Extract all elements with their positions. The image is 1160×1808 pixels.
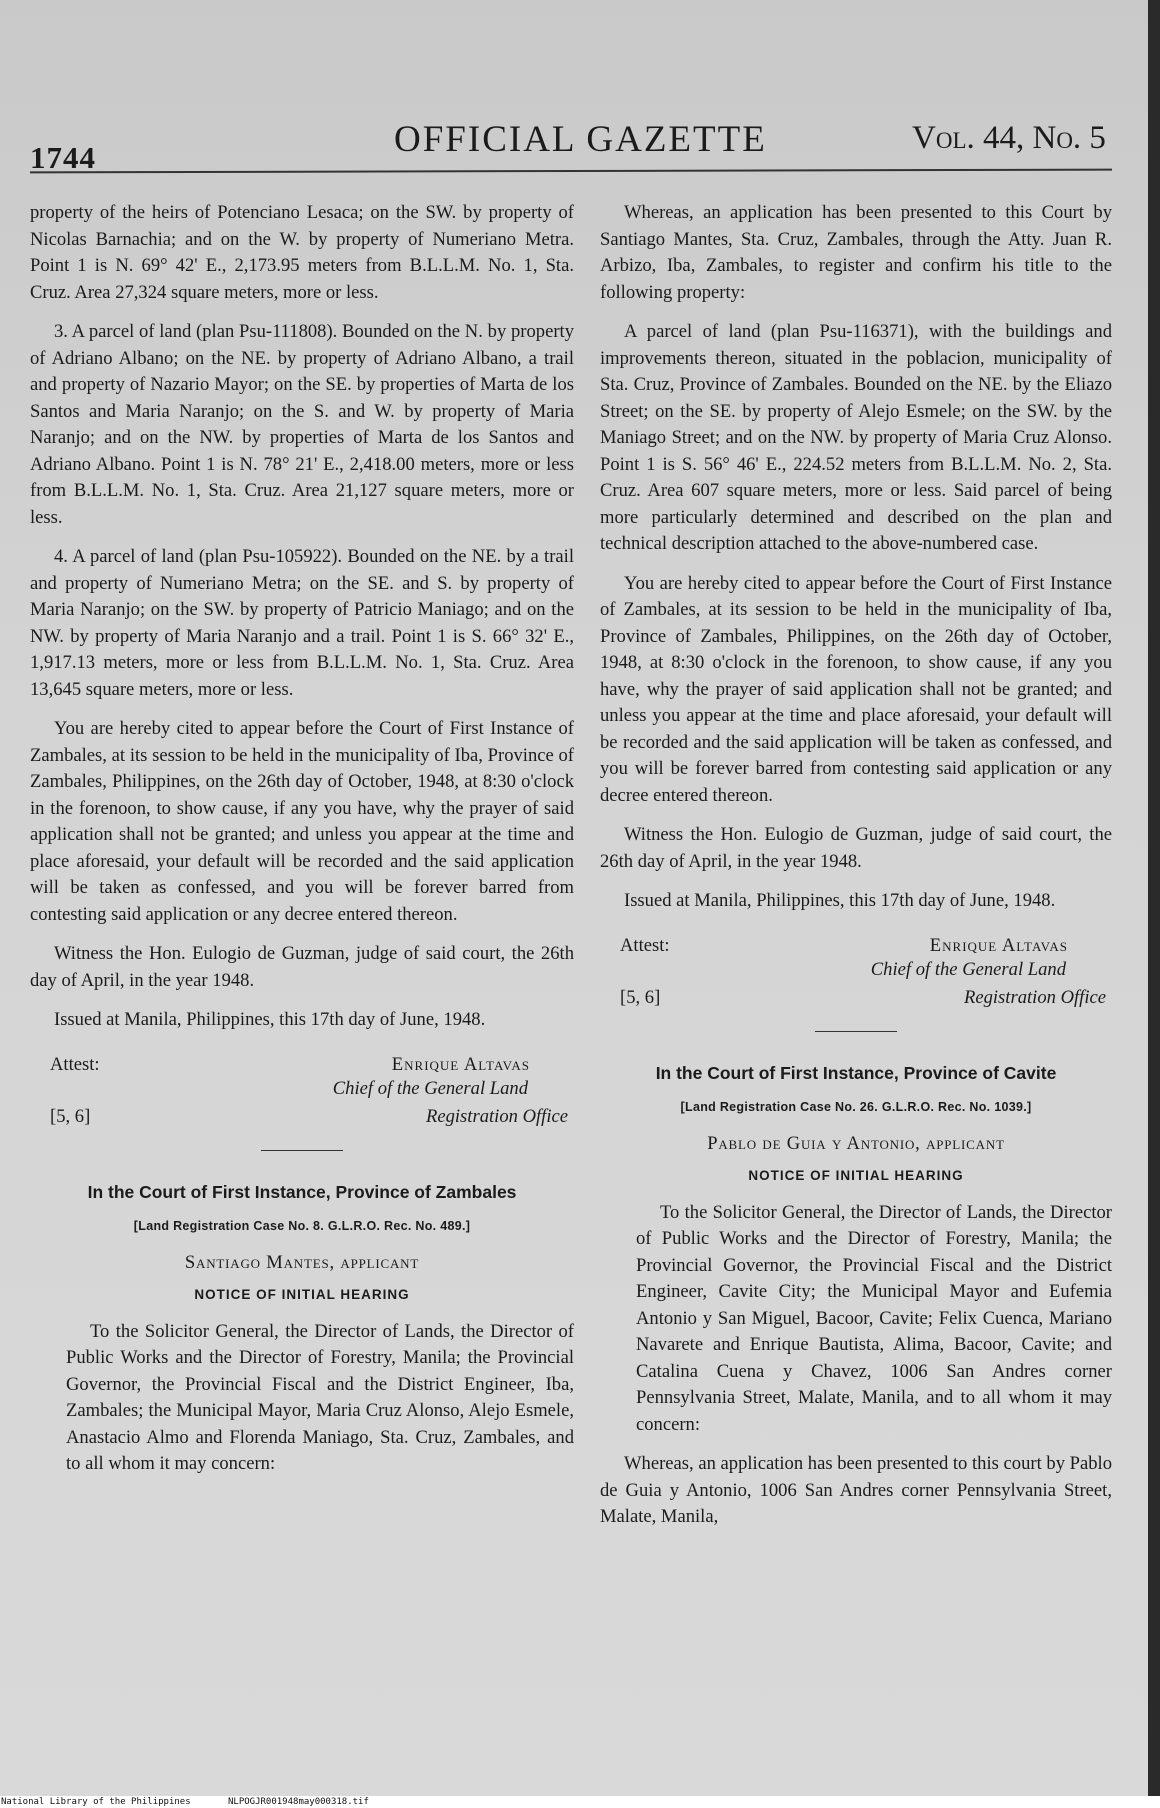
scan-edge (1148, 0, 1160, 1796)
applicant-name: Pablo de Guia y Antonio, applicant (707, 1132, 1005, 1154)
paragraph: Whereas, an application has been presented to this Court by Santiago Mantes, Sta. Cruz, Zambales, through the Atty. Juan R. Arbizo, Iba, Zambales, to register and confirm his title to the following property: (600, 202, 1112, 303)
volume-number: Vol. 44, No. 5 (912, 120, 1106, 156)
paragraph: A parcel of land (plan Psu-116371), with the buildings and improvements thereon, situated in the poblacion, municipality of Sta. Cruz, Province of Zambales. Bounded on the NE. by the Eliazo Street; on the SE. by property of Alejo Esmele; on the SW. by the Maniago Street; and on the NW. by property of Maria Cruz Alonso. Point 1 is S. 56° 46' E., 224.52 meters from B.L.L.M. No. 2, Sta. Cruz. Area 607 square meters, more or less. Said parcel of being more particularly determined and described on the plan and technical description attached to the above-numbered case. (600, 321, 1112, 554)
paragraph: 4. A parcel of land (plan Psu-105922). Bounded on the NE. by a trail and property of Numeriano Metra; on the SE. and S. by property of Maria Naranjo; on the SW. by property of Patricio Maniago; and on the NW. by property of Maria Naranjo and a trail. Point 1 is S. 66° 32' E., 1,917.13 meters, more or less from B.L.L.M. No. 1, Sta. Cruz. Area 13,645 square meters, more or less. (30, 546, 574, 700)
paragraph: 3. A parcel of land (plan Psu-111808). Bounded on the N. by property of Adriano Albano; on the NE. by property of Adriano Albano, a trail and property of Nazario Mayor; on the SE. by properties of Marta de los Santos and Maria Naranjo; on the S. and W. by property of Maria Naranjo; and on the NW. by properties of Marta de los Santos and Adriano Albano. Point 1 is N. 78° 21' E., 2,418.00 meters, more or less from B.L.L.M. No. 1, Sta. Cruz. Area 21,127 square meters, more or less. (30, 321, 574, 528)
library-label: National Library of the Philippines (1, 1797, 191, 1807)
notice-heading: NOTICE OF INITIAL HEARING (194, 1287, 410, 1302)
left-column (30, 200, 574, 1491)
attest-title-line1: Chief of the General Land (870, 958, 1066, 980)
file-name: NLPOGJR001948may000318.tif (228, 1797, 369, 1807)
court-heading: In the Court of First Instance, Province of Zambales (87, 1181, 517, 1202)
paragraph: Issued at Manila, Philippines, this 17th day of June, 1948. (624, 890, 1056, 911)
section-divider (261, 1150, 343, 1151)
paragraph: Issued at Manila, Philippines, this 17th day of June, 1948. (54, 1009, 486, 1030)
scan-footer (0, 1796, 1160, 1808)
notice-heading: NOTICE OF INITIAL HEARING (748, 1168, 964, 1183)
attestation-block (600, 933, 1112, 1011)
addressees: To the Solicitor General, the Director of Lands, the Director of Public Works and the Director of Forestry, Manila; the Provincial Governor, the Provincial Fiscal and the District Engineer, Iba, Zambales; the Municipal Mayor, Maria Cruz Alonso, Alejo Esmele, Anastacio Almo and Florenda Maniago, Sta. Cruz, Zambales, and to all whom it may concern: (66, 1320, 574, 1474)
paragraph: You are hereby cited to appear before the Court of First Instance of Zambales, at its session to be held in the municipality of Iba, Province of Zambales, Philippines, on the 26th day of October, 1948, at 8:30 o'clock in the forenoon, to show cause, if any you have, why the prayer of said application shall not be granted; and unless you appear at the time and place aforesaid, your default will be recorded and the said application will be taken as confessed, and you will be forever barred from contesting said application or any decree entered thereon. (600, 572, 1112, 806)
paragraph: Witness the Hon. Eulogio de Guzman, judge of said court, the 26th day of April, in the year 1948. (600, 824, 1112, 872)
right-column (600, 200, 1112, 1544)
attest-title-line1: Chief of the General Land (332, 1077, 528, 1099)
attestation-block (30, 1052, 574, 1130)
page-number: 1744 (30, 140, 96, 175)
attest-title-line2: Registration Office (963, 986, 1106, 1008)
attest-name: Enrique Altavas (391, 1053, 530, 1075)
paragraph: Witness the Hon. Eulogio de Guzman, judge of said court, the 26th day of April, in the year 1948. (30, 943, 574, 991)
issue-reference: [5, 6] (50, 1105, 91, 1127)
section-divider (815, 1031, 897, 1032)
case-reference: [Land Registration Case No. 8. G.L.R.O. Rec. No. 489.] (133, 1219, 471, 1233)
paragraph: property of the heirs of Potenciano Lesaca; on the SW. by property of Nicolas Barnachia; and on the W. by property of Numeriano Metra. Point 1 is N. 69° 42' E., 2,173.95 meters from B.L.L.M. No. 1, Sta. Cruz. Area 27,324 square meters, more or less. (30, 202, 574, 303)
case-reference: [Land Registration Case No. 26. G.L.R.O. Rec. No. 1039.] (680, 1100, 1032, 1114)
court-heading: In the Court of First Instance, Province of Cavite (655, 1062, 1057, 1083)
issue-reference: [5, 6] (620, 986, 661, 1008)
attest-label: Attest: (50, 1053, 100, 1075)
addressees: To the Solicitor General, the Director of Lands, the Director of Public Works and the Director of Forestry, Manila; the Provincial Governor, the Provincial Fiscal and the District Engineer, Cavite City; the Municipal Mayor and Eufemia Antonio y San Miguel, Bacoor, Cavite; Felix Cuenca, Mariano Navarete and Enrique Bautista, Alima, Bacoor, Cavite; and Catalina Cuena y Chavez, 1006 San Andres corner Pennsylvania Street, Malate, Manila, and to all whom it may concern: (636, 1201, 1112, 1435)
paragraph: You are hereby cited to appear before the Court of First Instance of Zambales, at its session to be held in the municipality of Iba, Province of Zambales, Philippines, on the 26th day of October, 1948, at 8:30 o'clock in the forenoon, to show cause, if any you have, why the prayer of said application shall not be granted; and unless you appear at the time and place aforesaid, your default will be recorded and the said application will be taken as confessed, and you will be forever barred from contesting said application or any decree entered thereon. (30, 718, 574, 925)
applicant-name: Santiago Mantes, applicant (184, 1251, 420, 1273)
paragraph: Whereas, an application has been presented to this court by Pablo de Guia y Antonio, 1006 San Andres corner Pennsylvania Street, Malate, Manila, (600, 1453, 1112, 1527)
attest-label: Attest: (620, 934, 670, 956)
attest-title-line2: Registration Office (425, 1105, 568, 1127)
gazette-title: OFFICIAL GAZETTE (394, 119, 767, 160)
attest-name: Enrique Altavas (929, 934, 1068, 956)
